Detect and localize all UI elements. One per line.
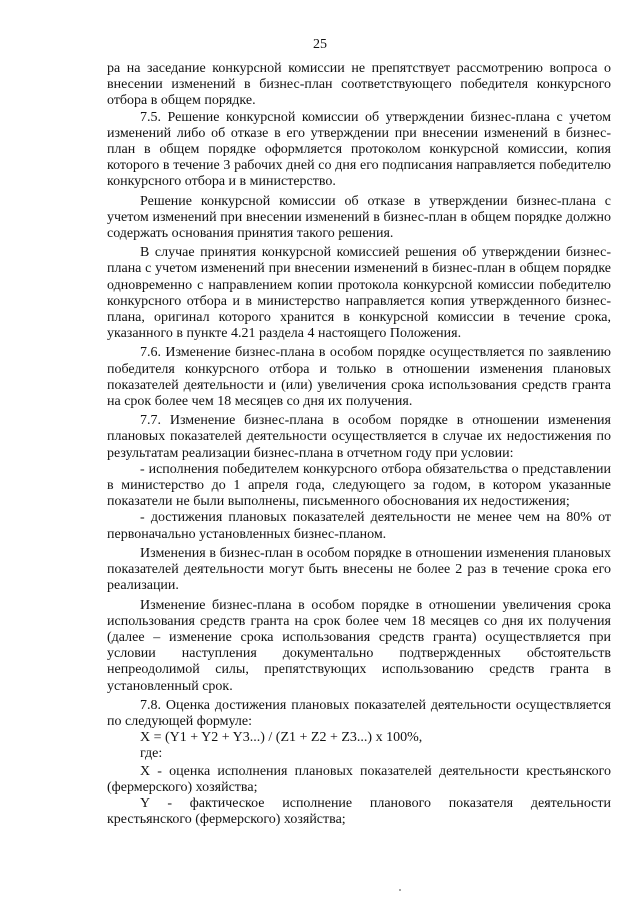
paragraph-refusal-decision: Решение конкурсной комиссии об отказе в утверждении бизнес-плана с учетом изменений при внесении изменений в бизнес-план в общем порядке должно содержать основания принятия такого решения. bbox=[107, 193, 611, 242]
paragraph-continuation: ра на заседание конкурсной комиссии не препятствует рассмотрению вопроса о внесении изменений в бизнес-план соответствующего победителя конкурсного отбора в общем порядке. bbox=[107, 61, 611, 109]
list-item-condition-justification: - исполнения победителем конкурсного отбора обязательства о представлении в министерство до 1 апреля года, следующего за годом, в котором указанные показатели не были выполнены, письменного обоснования их недостижения; bbox=[107, 461, 611, 510]
paragraph-grant-term-extension: Изменение бизнес-плана в особом порядке в отношении увеличения срока использования средств гранта на срок более чем 18 месяцев со дня их получения (далее – изменение срока использования средств гранта) осуществляется при условии наступления документально подтвержденных обстоятельств непреодолимой силы, препятствующих использованию средств гранта в установленный срок. bbox=[107, 597, 611, 694]
scan-speck bbox=[399, 889, 401, 891]
paragraph-7-7: 7.7. Изменение бизнес-плана в особом порядке в отношении изменения плановых показателей деятельности осуществляется в случае их недостижения по результатам реализации бизнес-плана в отчетном году при условии: bbox=[107, 413, 611, 461]
definition-x: X - оценка исполнения плановых показателей деятельности крестьянского (фермерского) хозяйства; bbox=[107, 763, 611, 795]
page-number: 25 bbox=[313, 37, 327, 52]
definition-y: Y - фактическое исполнение планового показателя деятельности крестьянского (фермерского) хозяйства; bbox=[107, 795, 611, 828]
paragraph-change-limit: Изменения в бизнес-план в особом порядке в отношении изменения плановых показателей деятельности могут быть внесены не более 2 раз в течение срока его реализации. bbox=[107, 545, 611, 594]
formula: X = (Y1 + Y2 + Y3...) / (Z1 + Z2 + Z3...) x 100%, bbox=[140, 730, 423, 746]
paragraph-7-6: 7.6. Изменение бизнес-плана в особом порядке осуществляется по заявлению победителя конкурсного отбора и только в отношении изменения плановых показателей деятельности и (или) увеличения срока использования средств гранта на срок более чем 18 месяцев со дня их получения. bbox=[107, 345, 611, 410]
paragraph-7-5: 7.5. Решение конкурсной комиссии об утверждении бизнес-плана с учетом изменений либо об отказе в его утверждении при внесении изменений в бизнес-план в общем порядке оформляется протоколом конкурсной комиссии, копия которого в течение 3 рабочих дней со дня его подписания направляется победителю конкурсного отбора и в министерство. bbox=[107, 109, 611, 190]
paragraph-approval-case: В случае принятия конкурсной комиссией решения об утверждении бизнес-плана с учетом изменений при внесении изменений в бизнес-план в общем порядке одновременно с направлением копии протокола конкурсной комиссии победителю конкурсного отбора и в министерство направляется копия утвержденного бизнес-плана, оригинал которого хранится в конкурсной комиссии в течение срока, указанного в пункте 4.21 раздела 4 настоящего Положения. bbox=[107, 245, 611, 342]
document-body bbox=[107, 61, 611, 828]
formula-where-label: где: bbox=[140, 746, 163, 762]
paragraph-7-8: 7.8. Оценка достижения плановых показателей деятельности осуществляется по следующей формуле: bbox=[107, 697, 611, 729]
list-item-condition-80-percent: - достижения плановых показателей деятельности не менее чем на 80% от первоначально установленных бизнес-планом. bbox=[107, 510, 611, 542]
